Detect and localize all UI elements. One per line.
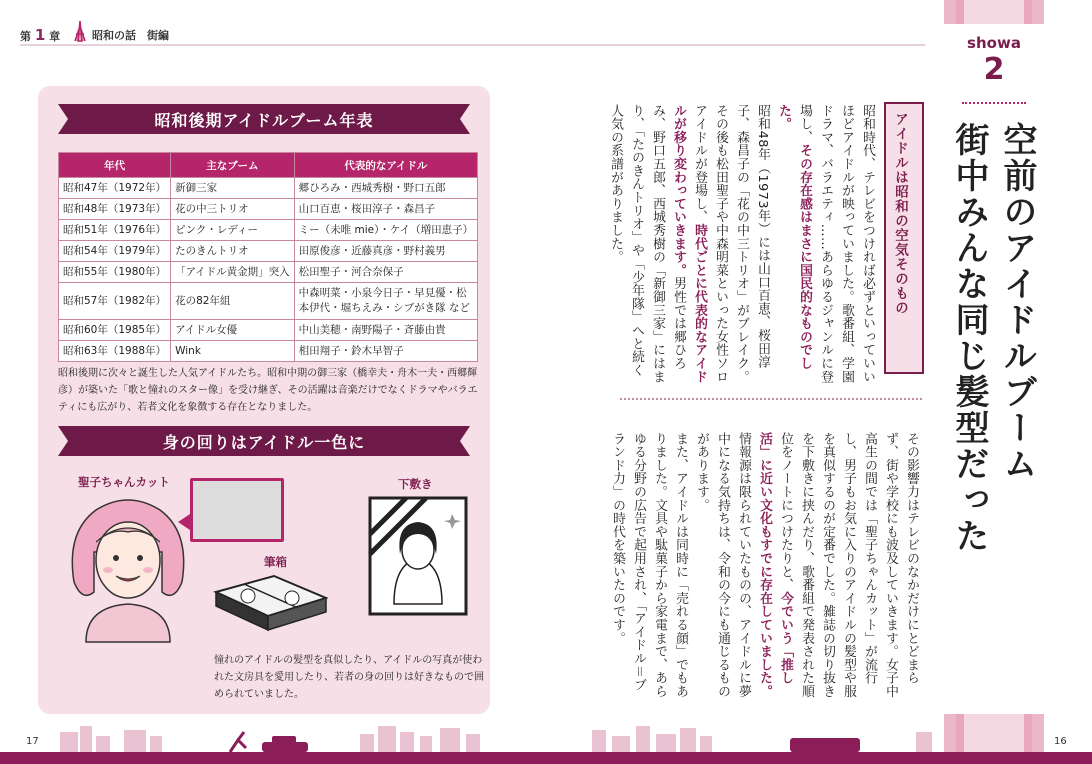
- table-cell: 昭和60年（1985年）: [59, 320, 171, 341]
- goods-heading: 身の回りはアイドル一色に: [58, 426, 470, 456]
- table-cell: 中森明菜・小泉今日子・早見優・松本伊代・堀ちえみ・シブがき隊 など: [294, 283, 477, 320]
- table-cell: 松田聖子・河合奈保子: [294, 262, 477, 283]
- table-header-row: [59, 153, 478, 178]
- photo-pointer: [178, 514, 190, 530]
- table-cell: ミー（未唯 mie）・ケイ（増田恵子）: [294, 220, 477, 241]
- shitajiki-illustration: [366, 494, 470, 618]
- table-cell: 相田翔子・鈴木早智子: [294, 341, 477, 362]
- table-cell: ピンク・レディー: [171, 220, 295, 241]
- table-cell: 花の中三トリオ: [171, 199, 295, 220]
- table-cell: Wink: [171, 341, 295, 362]
- chapter-label: 第 1 章: [20, 26, 61, 44]
- paragraph-3: その影響力はテレビのなかだけにとどまらず、街や学校にも波及していきます。女子中高生の間では「聖子ちゃんカット」が流行し、男子もお気に入りのアイドルの髪型や服を真似するのが定番でした。雑誌の切り抜きを下敷きに挟んだり、歌番組で発表された順位をノートにつけたりと、今でいう「推し活」に近い文化もすでに存在していました。情報源は限られていたものの、アイドルに夢中になる気持ちは、令和の今にも通じるものがあります。: [694, 432, 919, 698]
- page-number-left: 17: [26, 736, 39, 747]
- table-cell: 花の82年組: [171, 283, 295, 320]
- table-row: [59, 320, 478, 341]
- table-row: [59, 262, 478, 283]
- table-row: [59, 283, 478, 320]
- article-lower-block: [610, 432, 922, 704]
- page-title-line2: 街中みんな同じ髪型だった: [949, 122, 989, 554]
- table-cell: 昭和51年（1976年）: [59, 220, 171, 241]
- table-cell: 新御三家: [171, 178, 295, 199]
- tokyo-tower-icon: [70, 20, 90, 42]
- pencase-illustration: [208, 570, 328, 638]
- goods-caption: 憧れのアイドルの髪型を真似したり、アイドルの写真が使われた文房具を愛用したり、若者の身の回りは好きなもので囲められていました。: [214, 655, 484, 700]
- paragraph-4: また、アイドルは同時に「売れる顔」でもありました。文具や駄菓子から家電まで、あらゆる分野の広告で起用され、「アイドル＝ブランド力」の時代を築いたのです。: [610, 432, 688, 698]
- table-cell: たのきんトリオ: [171, 241, 295, 262]
- article-divider: [620, 398, 922, 400]
- paragraph-1: 昭和時代、テレビをつければ必ずといっていいほどアイドルが映っていました。歌番組、学園ドラマ、バラエティ……あらゆるジャンルに登場し、その存在感はまさに国民的なものでした。: [776, 104, 875, 384]
- table-cell: 山口百恵・桜田淳子・森昌子: [294, 199, 477, 220]
- footer-band: [0, 752, 1092, 764]
- table-header-cell: 主なブーム: [171, 153, 295, 178]
- table-row: [59, 220, 478, 241]
- table-heading: 昭和後期アイドルブーム年表: [58, 104, 470, 134]
- table-cell: 昭和57年（1982年）: [59, 283, 171, 320]
- header-rule: [20, 44, 925, 46]
- article-subhead: アイドルは昭和の空気そのもの: [892, 112, 908, 315]
- table-header-cell: 代表的なアイドル: [294, 153, 477, 178]
- label-pencase: 筆箱: [264, 555, 287, 569]
- footer-skyline: [0, 722, 944, 754]
- page-title-line1: 空前のアイドルブーム: [997, 122, 1037, 482]
- table-header-cell: 年代: [59, 153, 171, 178]
- article-upper-block: [608, 104, 878, 390]
- table-cell: 昭和63年（1988年）: [59, 341, 171, 362]
- table-cell: 郷ひろみ・西城秀樹・野口五郎: [294, 178, 477, 199]
- chapter-title: 昭和の話 街編: [92, 29, 169, 42]
- table-caption: 昭和後期に次々と誕生した人気アイドルたち。昭和中期の御三家（橋幸夫・舟木一夫・西郷輝彦）が築いた「歌と憧れのスター像」を受け継ぎ、その活躍は音楽だけでなくドラマやバラエティにも広がり、若者文化を象徴する存在となりました。: [58, 368, 478, 413]
- label-seiko-cut: 聖子ちゃんカット: [78, 475, 170, 489]
- table-row: [59, 241, 478, 262]
- paragraph-2: 昭和48年（1973年）には山口百恵、桜田淳子、森昌子の「花の中三トリオ」がブレイク。その後も松田聖子や中森明菜といった女性ソロアイドルが登場し、時代ごとに代表的なアイドルが移り変わっていきます。男性では郷ひろみ、野口五郎、西城秀樹の「新御三家」にはまり、「たのきんトリオ」や「少年隊」へと続く人気の系譜がありました。: [608, 104, 770, 384]
- section-label: showa: [967, 34, 1021, 52]
- label-shitajiki: 下敷き: [398, 477, 433, 491]
- section-divider: [962, 102, 1026, 104]
- table-row: [59, 199, 478, 220]
- table-cell: 田原俊彦・近藤真彦・野村義男: [294, 241, 477, 262]
- table-cell: 昭和47年（1972年）: [59, 178, 171, 199]
- table-cell: 昭和54年（1979年）: [59, 241, 171, 262]
- table-cell: 「アイドル黄金期」突入: [171, 262, 295, 283]
- idol-timeline-table: [58, 152, 478, 362]
- table-row: [59, 341, 478, 362]
- page-number-right: 16: [1054, 736, 1067, 747]
- section-number: 2: [983, 52, 1005, 87]
- seiko-cut-girl-illustration: [66, 492, 190, 652]
- table-row: [59, 178, 478, 199]
- idol-photo-inset: [190, 478, 284, 542]
- table-cell: アイドル女優: [171, 320, 295, 341]
- table-cell: 昭和55年（1980年）: [59, 262, 171, 283]
- table-cell: 中山美穂・南野陽子・斉藤由貴: [294, 320, 477, 341]
- table-cell: 昭和48年（1973年）: [59, 199, 171, 220]
